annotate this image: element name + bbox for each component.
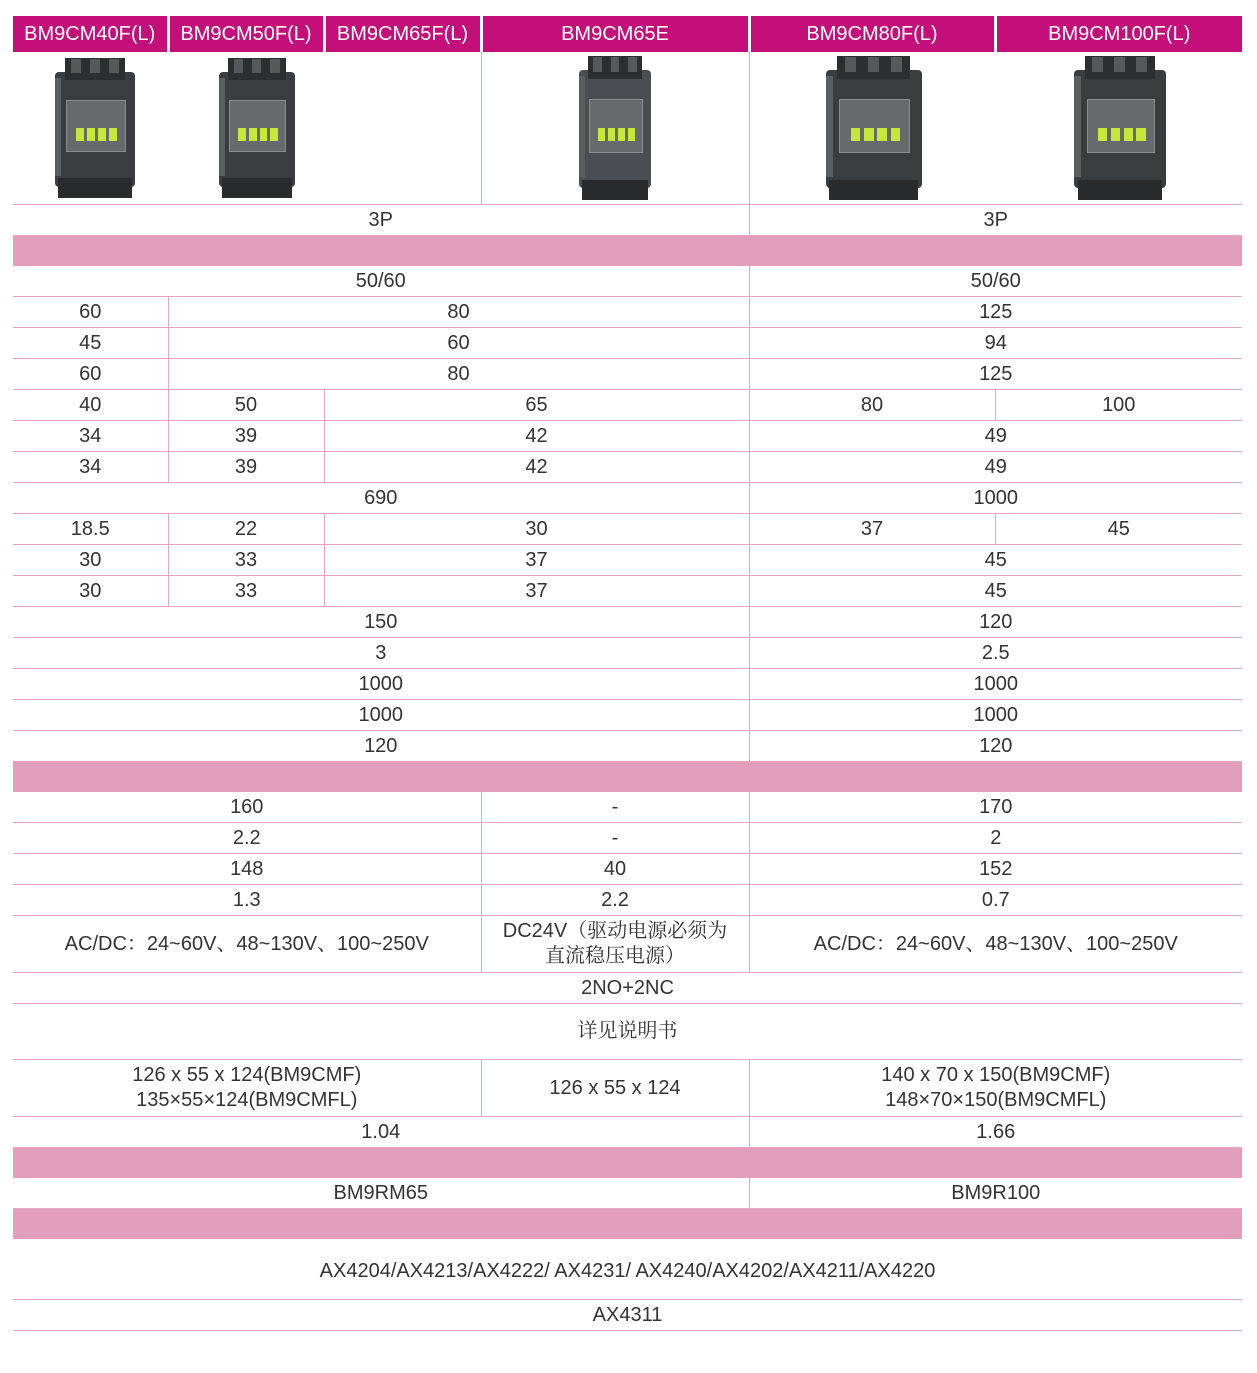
table-cell: 1.3	[13, 885, 481, 916]
table-cell: 65	[324, 390, 749, 421]
table-row	[13, 452, 1242, 483]
coil-voltage-mid-line1: DC24V（驱动电源必须为	[502, 920, 728, 942]
header-row	[13, 16, 1242, 52]
table-cell: 1000	[13, 669, 749, 700]
table-cell: 0.7	[749, 885, 1242, 916]
table-cell: 60	[13, 297, 168, 328]
table-cell: 2.2	[481, 885, 749, 916]
table-cell: 1000	[749, 483, 1242, 514]
contactor-65e-image	[579, 56, 651, 200]
aux-module-cell-2: AX4311	[13, 1300, 1242, 1331]
table-cell: 1000	[13, 700, 749, 731]
table-row	[13, 669, 1242, 700]
aux-module-row	[13, 1239, 1242, 1300]
table-cell: 3	[13, 638, 749, 669]
table-cell: 42	[324, 421, 749, 452]
contactor-80-image	[826, 56, 922, 200]
table-cell: -	[481, 823, 749, 854]
table-cell: 2	[749, 823, 1242, 854]
table-cell: 170	[749, 792, 1242, 823]
table-row	[13, 359, 1242, 390]
table-cell: 34	[13, 452, 168, 483]
table-cell: 148	[13, 854, 481, 885]
table-row	[13, 514, 1242, 545]
table-cell: 40	[481, 854, 749, 885]
table-cell: 49	[749, 421, 1242, 452]
table-row	[13, 390, 1242, 421]
header-bm9cm40f: BM9CM40F(L)	[13, 16, 168, 52]
table-cell: 45	[749, 576, 1242, 607]
accessory-right: BM9R100	[749, 1178, 1242, 1209]
table-cell: 30	[13, 576, 168, 607]
table-cell: 2.2	[13, 823, 481, 854]
aux-contacts-row	[13, 973, 1242, 1004]
accessory-left: BM9RM65	[13, 1178, 749, 1209]
table-cell: 120	[749, 731, 1242, 762]
table-row	[13, 607, 1242, 638]
table-cell: 80	[168, 297, 749, 328]
section-band	[13, 1148, 1242, 1179]
header-bm9cm65f: BM9CM65F(L)	[324, 16, 481, 52]
table-cell: 39	[168, 421, 324, 452]
table-cell: 34	[13, 421, 168, 452]
dimensions-row	[13, 1060, 1242, 1117]
table-cell: 37	[749, 514, 995, 545]
table-cell: 60	[13, 359, 168, 390]
table-cell: 18.5	[13, 514, 168, 545]
note-row	[13, 1004, 1242, 1060]
table-cell: 39	[168, 452, 324, 483]
table-row	[13, 545, 1242, 576]
table-row	[13, 854, 1242, 885]
table-cell: 30	[324, 514, 749, 545]
poles-row	[13, 205, 1242, 236]
table-cell: 120	[13, 731, 749, 762]
table-cell: 60	[168, 328, 749, 359]
dimensions-left	[13, 1060, 481, 1117]
coil-voltage-mid-line2: 直流稳压电源）	[545, 945, 685, 967]
contactor-50-image	[219, 58, 295, 198]
dimensions-right	[749, 1060, 1242, 1117]
note-cell: 详见说明书	[13, 1004, 1242, 1060]
dimensions-right-line1: 140 x 70 x 150(BM9CMF)	[881, 1064, 1111, 1086]
table-cell: -	[481, 792, 749, 823]
table-row	[13, 731, 1242, 762]
table-row	[13, 421, 1242, 452]
image-row	[13, 52, 1242, 205]
aux-module-row-2	[13, 1300, 1242, 1331]
poles-left: 3P	[13, 205, 749, 236]
weight-right: 1.66	[749, 1117, 1242, 1148]
table-row	[13, 483, 1242, 514]
table-cell: 45	[995, 514, 1242, 545]
section-band	[13, 236, 1242, 267]
table-cell: 22	[168, 514, 324, 545]
table-cell: 120	[749, 607, 1242, 638]
table-cell: 1000	[749, 700, 1242, 731]
table-cell: 40	[13, 390, 168, 421]
dimensions-mid: 126 x 55 x 124	[481, 1060, 749, 1117]
table-cell: 150	[13, 607, 749, 638]
header-bm9cm65e: BM9CM65E	[481, 16, 749, 52]
table-row	[13, 328, 1242, 359]
table-cell: 1000	[749, 669, 1242, 700]
table-cell: 37	[324, 576, 749, 607]
table-cell: 42	[324, 452, 749, 483]
image-cell-40-65	[13, 52, 481, 205]
dimensions-right-line2: 148×70×150(BM9CMFL)	[885, 1089, 1107, 1111]
table-cell: 37	[324, 545, 749, 576]
image-cell-80-100	[749, 52, 1242, 205]
table-row	[13, 638, 1242, 669]
contactor-40-image	[55, 58, 135, 198]
table-cell: 45	[749, 545, 1242, 576]
table-row	[13, 792, 1242, 823]
dimensions-left-line1: 126 x 55 x 124(BM9CMF)	[132, 1064, 362, 1086]
table-cell: 125	[749, 297, 1242, 328]
table-cell: 100	[995, 390, 1242, 421]
table-row	[13, 700, 1242, 731]
header-bm9cm80f: BM9CM80F(L)	[749, 16, 995, 52]
table-row	[13, 823, 1242, 854]
coil-voltage-right: AC/DC：24~60V、48~130V、100~250V	[749, 916, 1242, 973]
table-cell: 94	[749, 328, 1242, 359]
section-band	[13, 762, 1242, 793]
table-cell: 160	[13, 792, 481, 823]
dimensions-left-line2: 135×55×124(BM9CMFL)	[136, 1089, 358, 1111]
section-band	[13, 1209, 1242, 1240]
coil-voltage-left: AC/DC：24~60V、48~130V、100~250V	[13, 916, 481, 973]
weight-row	[13, 1117, 1242, 1148]
coil-voltage-row	[13, 916, 1242, 973]
frequency-row	[13, 266, 1242, 297]
table-row	[13, 576, 1242, 607]
weight-left: 1.04	[13, 1117, 749, 1148]
table-cell: 2.5	[749, 638, 1242, 669]
table-cell: 49	[749, 452, 1242, 483]
frequency-right: 50/60	[749, 266, 1242, 297]
table-cell: 50	[168, 390, 324, 421]
header-bm9cm100f: BM9CM100F(L)	[995, 16, 1242, 52]
table-cell: 33	[168, 576, 324, 607]
table-cell: 45	[13, 328, 168, 359]
table-cell: 80	[168, 359, 749, 390]
table-cell: 33	[168, 545, 324, 576]
table-row	[13, 297, 1242, 328]
table-cell: 152	[749, 854, 1242, 885]
table-row	[13, 885, 1242, 916]
accessory-row	[13, 1178, 1242, 1209]
contactor-100-image	[1074, 56, 1166, 200]
table-cell: 30	[13, 545, 168, 576]
frequency-left: 50/60	[13, 266, 749, 297]
table-cell: 80	[749, 390, 995, 421]
poles-right: 3P	[749, 205, 1242, 236]
coil-voltage-mid	[481, 916, 749, 973]
table-cell: 125	[749, 359, 1242, 390]
image-cell-65e	[481, 52, 749, 205]
aux-contacts-cell: 2NO+2NC	[13, 973, 1242, 1004]
header-bm9cm50f: BM9CM50F(L)	[168, 16, 324, 52]
table-cell: 690	[13, 483, 749, 514]
spec-table	[13, 16, 1242, 1331]
aux-module-cell: AX4204/AX4213/AX4222/ AX4231/ AX4240/AX4202/AX4211/AX4220	[13, 1239, 1242, 1300]
